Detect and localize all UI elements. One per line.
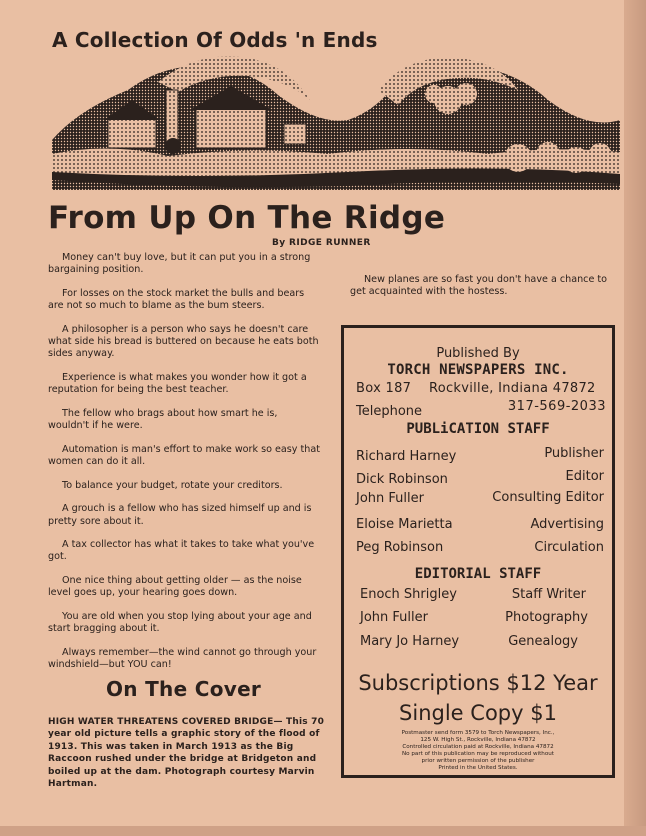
fine-print-line: 125 W. High St., Rockville, Indiana 47872: [420, 737, 536, 743]
article-paragraph: To balance your budget, rotate your creditors.: [62, 479, 283, 491]
fine-print-line: Controlled circulation paid at Rockville, Indiana 47872: [402, 744, 554, 750]
fine-print-line: prior written permission of the publisher: [421, 758, 535, 764]
page-edge: [624, 0, 646, 836]
article-paragraph: A grouch is a fellow who has sized himself up and is pretty sore about it.: [48, 503, 312, 527]
page-bottom-edge: [0, 826, 646, 836]
telephone-number: 317-569-2033: [507, 399, 606, 414]
article-right-column: [350, 274, 622, 298]
section-header-title: A Collection Of Odds 'n Ends: [52, 28, 378, 52]
article-paragraph: Money can't buy love, but it can put you in a strong bargaining position.: [48, 252, 311, 276]
staff-name: Dick Robinson: [356, 472, 448, 487]
article-paragraph: Always remember—the wind cannot go through your windshield—but YOU can!: [48, 646, 317, 671]
article-paragraph: Automation is man's effort to make work so easy that women can do it all.: [48, 443, 321, 467]
article-paragraph: A philosopher is a person who says he doesn't care what side his bread is buttered on because he eats both sides anyway.: [48, 323, 319, 360]
staff-role: Genealogy: [508, 634, 578, 649]
published-by-label: Published By: [436, 346, 520, 361]
article-paragraph: You are old when you stop lying about your age and start bragging about it.: [48, 611, 312, 635]
article-paragraph: New planes are so fast you don't have a chance to get acquainted with the hostess.: [350, 274, 608, 298]
article-paragraph: One nice thing about getting older — as the noise level goes up, your hearing goes down.: [48, 575, 302, 599]
article-paragraph: Experience is what makes you wonder how it got a reputation for being the best teacher.: [48, 371, 307, 396]
fine-print-line: Printed in the United States.: [438, 765, 518, 771]
article-paragraph: For losses on the stock market the bulls and bears are not so much to blame as the bum steers.: [48, 287, 305, 312]
staff-role: Publisher: [544, 446, 604, 461]
staff-role: Staff Writer: [511, 587, 586, 602]
masthead-box: [341, 325, 615, 778]
farm-landscape-illustration: [48, 50, 622, 192]
cover-caption: HIGH WATER THREATENS COVERED BRIDGE— This 70 year old picture tells a graphic story of the flood of 1913. This was taken in March 1913 as the Big Raccoon rushed under the bridge at Bridgeton and boiled up at the dam. Photograph courtesy Marvin Hartman.: [48, 717, 325, 790]
staff-role: Circulation: [534, 540, 604, 555]
staff-role: Editor: [565, 469, 604, 484]
publisher-address: Box 187 Rockville, Indiana 47872: [356, 381, 596, 396]
fine-print-line: Postmaster send form 3579 to Torch Newspapers, Inc.,: [401, 730, 555, 736]
staff-name: Richard Harney: [356, 449, 457, 464]
publication-staff-heading: PUBLiCATION STAFF: [406, 421, 550, 437]
staff-name: Eloise Marietta: [356, 517, 453, 532]
single-copy-price: Single Copy $1: [399, 701, 557, 725]
article-paragraph: A tax collector has what it takes to take what you've got.: [48, 539, 315, 563]
staff-role: Advertising: [530, 517, 604, 532]
cover-section-title: On The Cover: [106, 677, 262, 701]
article-paragraph: The fellow who brags about how smart he is, wouldn't if he were.: [48, 407, 278, 432]
staff-name: John Fuller: [360, 610, 428, 625]
fine-print-line: No part of this publication may be reproduced without: [401, 751, 554, 757]
article-left-column: [48, 252, 320, 683]
editorial-staff-heading: EDITORIAL STAFF: [414, 566, 542, 582]
staff-name: Mary Jo Harney: [360, 634, 460, 649]
publisher-name: TORCH NEWSPAPERS INC.: [387, 362, 569, 378]
staff-role: Photography: [505, 610, 588, 625]
subscription-price: Subscriptions $12 Year: [358, 671, 598, 695]
article-title: From Up On The Ridge: [48, 200, 446, 236]
article-byline: By RIDGE RUNNER: [272, 238, 371, 248]
telephone-label: Telephone: [356, 404, 423, 419]
postal-fine-print: [344, 730, 612, 772]
staff-name: Enoch Shrigley: [360, 587, 457, 602]
staff-role: Consulting Editor: [492, 490, 604, 505]
staff-name: Peg Robinson: [356, 540, 444, 555]
staff-name: John Fuller: [356, 491, 424, 506]
